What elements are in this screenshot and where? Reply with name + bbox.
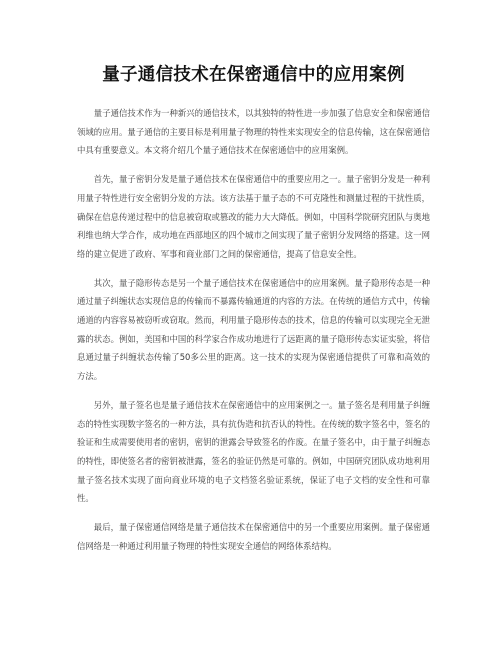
paragraph-quantum-secure-network: 最后，量子保密通信网络是量子通信技术在保密通信中的另一个重要应用案例。量子保密通信网络是一种通过利用量子物理的特性实现安全通信的网络体系结构。 <box>77 522 430 551</box>
document-title: 量子通信技术在保密通信中的应用案例 <box>102 65 405 85</box>
paragraph-quantum-signature: 另外，量子签名也是量子通信技术在保密通信中的应用案例之一。量子签名是利用量子纠缠态的特性实现数字签名的一种方法，具有抗伪造和抗否认的特性。在传统的数字签名中，签名的验证和生成需要使用者的密钥，密钥的泄露会导致签名的作废。在量子签名中，由于量子纠缠态的特性，即使签名者的密钥被泄露，签名的验证仍然是可靠的。例如，中国研究团队成功地利用量子签名技术实现了面向商业环境的电子文档签名验证系统，保证了电子文档的安全性和可靠性。 <box>77 399 430 504</box>
paragraph-quantum-key-distribution: 首先，量子密钥分发是量子通信技术在保密通信中的重要应用之一。量子密钥分发是一种利用量子特性进行安全密钥分发的方法。该方法基于量子态的不可克隆性和测量过程的干扰性质，确保在信息传递过程中的信息被窃取或篡改的能力大大降低。例如，中国科学院研究团队与奥地利维也纳大学合作，成功地在西部地区的四个城市之间实现了量子密钥分发网络的搭建。这一网络的建立促进了政府、军事和商业部门之间的保密通信，提高了信息安全性。 <box>77 174 430 259</box>
paragraph-intro: 量子通信技术作为一种新兴的通信技术，以其独特的特性进一步加强了信息安全和保密通信领域的应用。量子通信的主要目标是利用量子物理的特性来实现安全的信息传输，这在保密通信中具有重要意义。本文将介绍几个量子通信技术在保密通信中的应用案例。 <box>77 108 430 156</box>
paragraph-quantum-teleportation: 其次，量子隐形传态是另一个量子通信技术在保密通信中的应用案例。量子隐形传态是一种通过量子纠缠状态实现信息的传输而不暴露传输通道的内容的方法。在传统的通信方式中，传输通道的内容容易被窃听或窃取。然而，利用量子隐形传态的技术，信息的传输可以实现完全无泄露的状态。例如，美国和中国的科学家合作成功地进行了远距离的量子隐形传态实证实验，将信息通过量子纠缠状态传输了50多公里的距离。这一技术的实现为保密通信提供了可靠和高效的方法。 <box>77 277 430 382</box>
